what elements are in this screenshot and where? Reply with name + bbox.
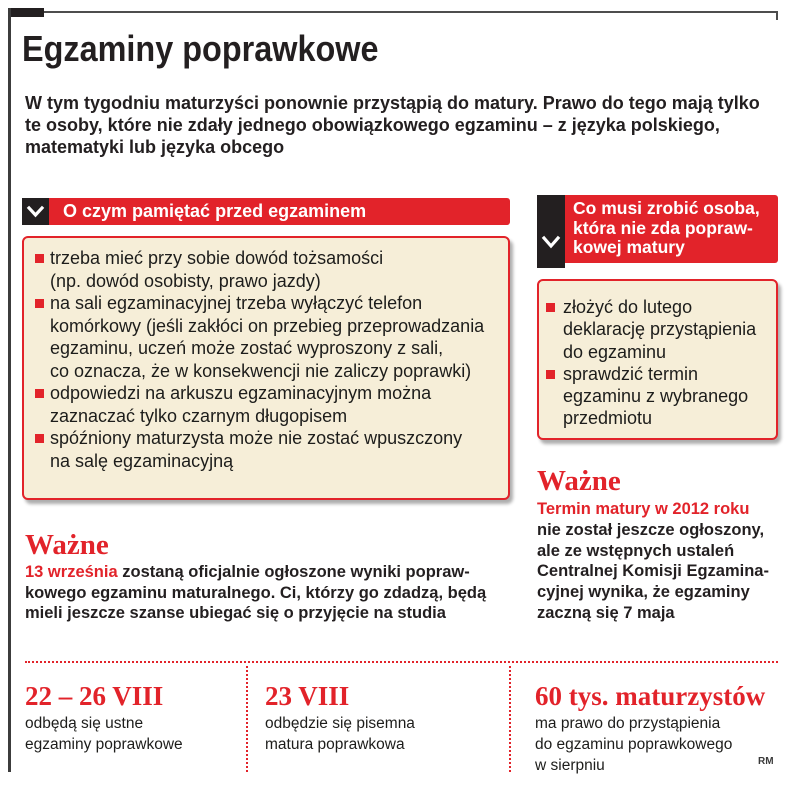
key-fact-line: odbędzie się pisemna — [265, 715, 415, 732]
paragraph-line: ale ze wstępnych ustaleń — [537, 541, 735, 560]
list-item-line: na salę egzaminacyjną — [50, 450, 234, 471]
dotted-column-divider — [246, 666, 248, 772]
key-fact — [265, 681, 415, 755]
dotted-column-divider — [509, 666, 511, 772]
list-item-line: zaznaczać tylko czarnym długopisem — [50, 405, 348, 426]
paragraph-line — [25, 562, 486, 583]
paragraph-line: kowego egzaminu maturalnego. Ci, którzy go zdadzą, będą — [25, 583, 487, 602]
list-item — [24, 247, 508, 292]
after-fail-box — [537, 279, 778, 440]
important-paragraph — [25, 562, 486, 624]
list-item-line: na sali egzaminacyjnej trzeba wyłączyć telefon — [50, 293, 423, 313]
key-fact-line: ma prawo do przystąpienia — [535, 715, 721, 732]
bullet-square — [546, 303, 555, 312]
key-fact-line: matura poprawkowa — [265, 736, 405, 753]
highlight-date: 13 września — [25, 563, 118, 581]
lead-line: W tym tygodniu maturzyści ponownie przystąpią do matury. Prawo do tego mają tylko — [25, 93, 760, 113]
highlight-text: Termin matury w 2012 roku — [537, 500, 750, 518]
chevron-down-icon — [537, 235, 565, 251]
before-exam-box — [22, 236, 510, 500]
key-fact-text — [25, 713, 183, 755]
bullet-square — [35, 299, 44, 308]
list-item-line: komórkowy (jeśli zakłóci on przebieg przeprowadzania — [50, 315, 485, 336]
after-fail-side-bar — [537, 195, 565, 268]
list-item-line: spóźniony maturzysta może nie zostać wpuszczony — [50, 428, 463, 448]
paragraph-line: cyjnej wynika, że egzaminy — [537, 583, 750, 602]
before-exam-header — [22, 198, 510, 225]
list-item — [24, 292, 508, 382]
lead-paragraph — [25, 92, 760, 158]
key-fact-line: odbędą się ustne — [25, 715, 144, 732]
important-heading: Ważne — [25, 529, 109, 561]
list-item-line: egzaminu, uczeń może zostać wyproszony z sali, — [50, 338, 444, 358]
paragraph-text: zostaną oficjalnie ogłoszone wyniki popraw- — [122, 563, 470, 581]
bullet-square — [35, 254, 44, 263]
list-item-line: do egzaminu — [563, 341, 667, 362]
lead-line: te osoby, które nie zdały jednego obowiązkowego egzaminu – z języka polskiego, — [25, 115, 720, 135]
key-fact-line: egzaminy poprawkowe — [25, 736, 183, 753]
list-item-line: trzeba mieć przy sobie dowód tożsamości — [50, 248, 384, 268]
important-heading: Ważne — [537, 465, 621, 497]
key-fact-value: 23 VIII — [265, 681, 350, 711]
list-item — [24, 382, 508, 427]
frame-left-rule — [8, 8, 11, 772]
list-item — [539, 363, 776, 430]
key-fact-value: 60 tys. maturzystów — [535, 681, 766, 711]
bullet-square — [546, 370, 555, 379]
list-item-line: (np. dowód osobisty, prawo jazdy) — [50, 270, 321, 291]
key-fact-text — [535, 713, 765, 776]
key-fact-value: 22 – 26 VIII — [25, 681, 164, 711]
frame-top-bar — [8, 8, 44, 17]
list-item-line: przedmiotu — [563, 408, 653, 429]
list-item-line: egzaminu z wybranego — [563, 386, 749, 407]
paragraph-line: zaczną się 7 maja — [537, 603, 675, 622]
key-fact — [25, 681, 183, 755]
after-fail-heading — [565, 195, 778, 263]
page-title: Egzaminy poprawkowe — [22, 28, 379, 69]
key-fact — [535, 681, 765, 776]
bullet-square — [35, 434, 44, 443]
lead-line: matematyki lub języka obcego — [25, 137, 285, 157]
important-paragraph — [537, 499, 769, 624]
key-fact-line: do egzaminu poprawkowego — [535, 736, 733, 753]
heading-line: Co musi zrobić osoba, — [573, 198, 760, 218]
list-item-line: sprawdzić termin — [563, 363, 699, 384]
paragraph-line: nie został jeszcze ogłoszony, — [537, 520, 765, 539]
paragraph-line: Centralnej Komisji Egzamina- — [537, 562, 769, 581]
frame-top-tick — [776, 11, 778, 20]
author-credit: RM — [758, 756, 774, 767]
key-fact-line: w sierpniu — [535, 757, 605, 774]
list-item — [539, 296, 776, 363]
heading-line: która nie zda popraw- — [573, 217, 753, 238]
list-item-line: złożyć do lutego — [563, 297, 693, 317]
list-item — [24, 427, 508, 472]
before-exam-heading: O czym pamiętać przed egzaminem — [63, 201, 367, 221]
heading-line: kowej matury — [573, 237, 685, 257]
list-item-line: odpowiedzi na arkuszu egzaminacyjnym można — [50, 383, 432, 403]
chevron-down-icon — [22, 198, 49, 225]
list-item-line: deklarację przystąpienia — [563, 319, 757, 340]
list-item-line: co oznacza, że w konsekwencji nie zaliczy poprawki) — [50, 360, 472, 381]
dotted-divider — [25, 661, 778, 663]
bullet-square — [35, 389, 44, 398]
frame-top-rule — [44, 11, 778, 13]
key-fact-text — [265, 713, 415, 755]
paragraph-line: mieli jeszcze szanse ubiegać się o przyjęcie na studia — [25, 604, 446, 622]
